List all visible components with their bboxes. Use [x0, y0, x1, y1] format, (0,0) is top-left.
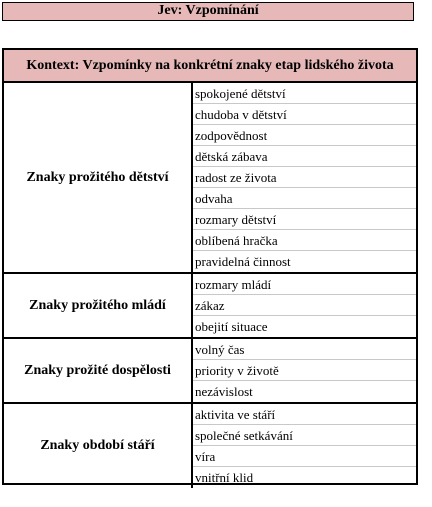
page-title: Jev: Vzpomínání: [2, 2, 414, 21]
list-item: odvaha: [193, 188, 416, 209]
list-item: radost ze života: [193, 167, 416, 188]
list-item: nezávislost: [195, 384, 253, 399]
list-item: priority v životě: [193, 360, 416, 381]
list-item: společné setkávání: [193, 425, 416, 446]
list-item: chudoba v dětství: [193, 104, 416, 125]
list-item: víra: [193, 446, 416, 467]
list-item: dětská zábava: [193, 146, 416, 167]
list-item: zodpovědnost: [193, 125, 416, 146]
group-old-age: [4, 404, 416, 488]
group-adulthood: [4, 339, 416, 404]
context-header: Kontext: Vzpomínky na konkrétní znaky etap lidského života: [4, 50, 416, 83]
group-youth: [4, 274, 416, 339]
group-label: Znaky prožitého dětství: [4, 83, 193, 272]
list-item: pravidelná činnost: [195, 254, 291, 269]
group-childhood: [4, 83, 416, 274]
list-item: volný čas: [193, 339, 416, 360]
group-label: Znaky prožitého mládí: [4, 274, 193, 337]
list-item: rozmary mládí: [193, 274, 416, 295]
list-item: spokojené dětství: [193, 83, 416, 104]
group-items: [193, 83, 416, 272]
group-label: Znaky období stáří: [4, 404, 193, 488]
list-item: obejití situace: [195, 319, 268, 334]
group-items: [193, 274, 416, 337]
group-label: Znaky prožité dospělosti: [4, 339, 193, 402]
list-item: rozmary dětství: [193, 209, 416, 230]
group-items: [193, 339, 416, 402]
list-item: oblíbená hračka: [193, 230, 416, 251]
list-item: zákaz: [193, 295, 416, 316]
list-item: vnitřní klid: [195, 470, 254, 485]
list-item: aktivita ve stáří: [193, 404, 416, 425]
signs-table: [2, 48, 418, 485]
group-items: [193, 404, 416, 488]
